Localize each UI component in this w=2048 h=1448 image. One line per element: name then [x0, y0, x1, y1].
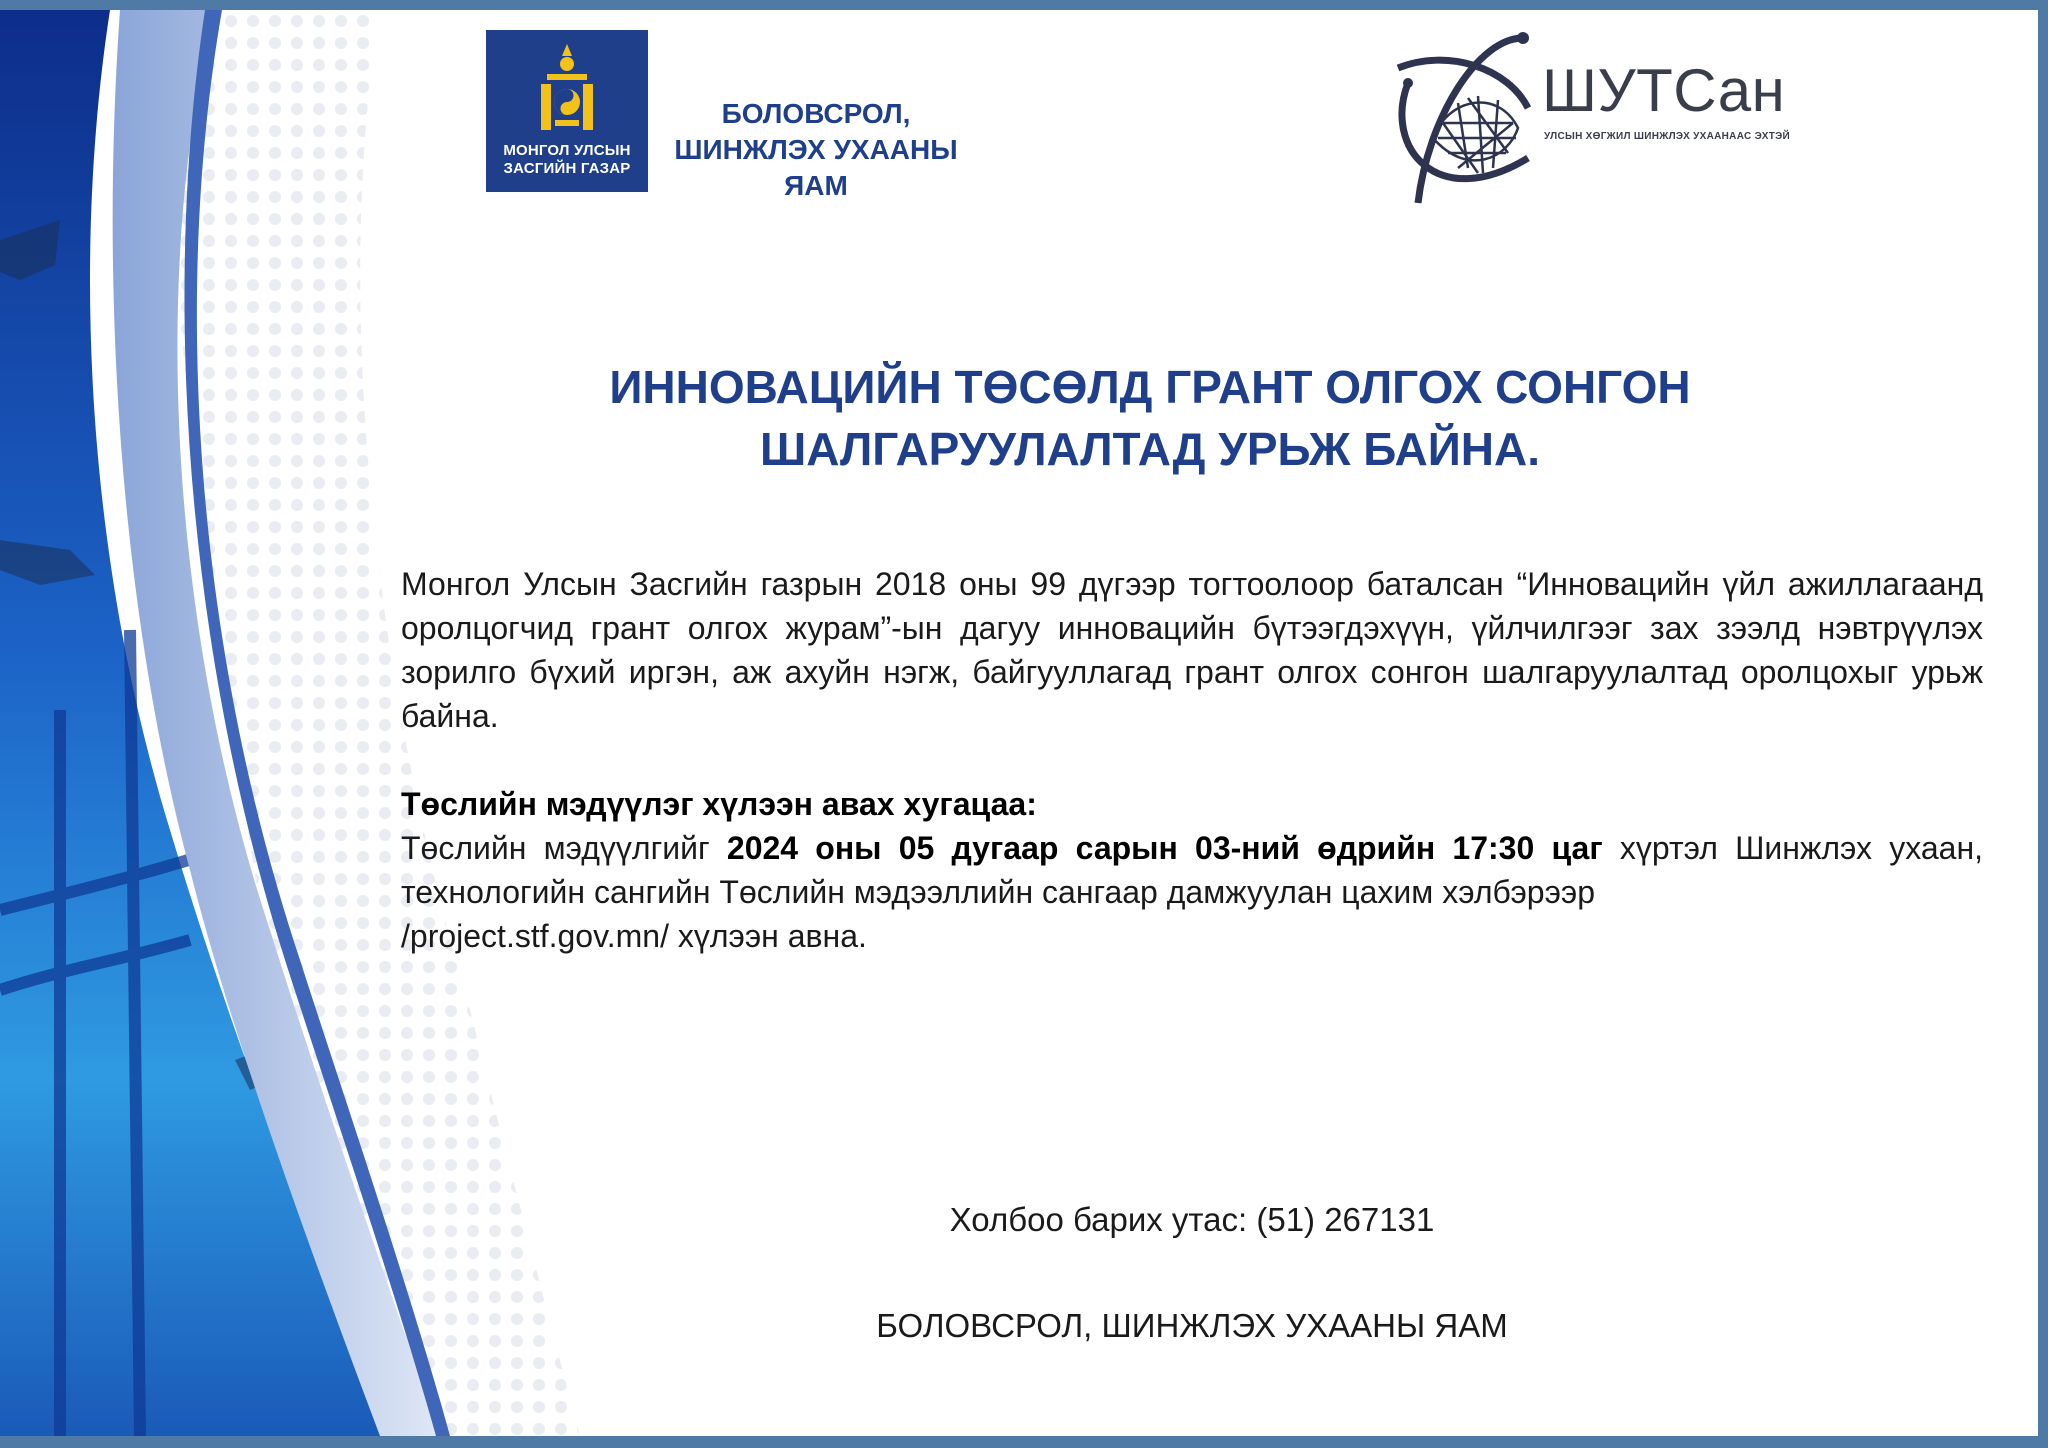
stf-globe-icon — [1388, 28, 1538, 218]
footer-ministry-name: БОЛОВСРОЛ, ШИНЖЛЭХ УХААНЫ ЯАМ — [876, 1307, 1508, 1344]
deadline-date: 2024 оны 05 дугаар сарын 03-ний өдрийн 17:30 цаг — [726, 830, 1603, 866]
government-logo-text: МОНГОЛ УЛСЫН ЗАСГИЙН ГАЗАР — [503, 142, 631, 177]
contact-phone: Холбоо барих утас: (51) 267131 — [949, 1201, 1435, 1238]
deadline-line-1: Төслийн мэдүүлгийг 2024 оны 05 дугаар сарын 03-ний өдрийн 17:30 цаг хүртэл Шинжлэх ухаан, — [401, 830, 1984, 866]
announcement-page — [0, 10, 2038, 1436]
stf-logo-tagline: УЛСЫН ХӨГЖИЛ ШИНЖЛЭХ УХААНААС ЭХТЭЙ — [1544, 131, 1791, 142]
intro-paragraph: Монгол Улсын Засгийн газрын 2018 оны 99 дүгээр тогтоолоор баталсан “Инновацийн үйл ажиллагаанд оролцогчид грант олгох журам”-ын дагуу инновацийн бүтээгдэхүүн, үйлчилгээг зах зээлд нэвтрүүлэх зорилго бүхий иргэн, аж ахуйн нэгж, байгууллагад грант олгох сонгон шалгаруулалтад оролцохыг урьж байна. — [401, 566, 1983, 734]
ministry-name: БОЛОВСРОЛ, ШИНЖЛЭХ УХААНЫ ЯАМ — [674, 98, 958, 201]
announcement-title — [400, 356, 1900, 480]
deadline-line-2: технологийн сангийн Төслийн мэдээллийн сангаар дамжуулан цахим хэлбэрээр — [401, 874, 1596, 910]
deadline-heading: Төслийн мэдүүлэг хүлээн авах хугацаа: — [401, 786, 1037, 822]
deadline-paragraph — [401, 826, 1983, 958]
soyombo-icon — [537, 42, 597, 134]
deadline-line-3: /project.stf.gov.mn/ хүлээн авна. — [401, 918, 867, 954]
government-logo — [486, 30, 648, 192]
title-line-2: ШАЛГАРУУЛАЛТАД УРЬЖ БАЙНА. — [759, 423, 1541, 475]
stf-logo-name: ШУТСан — [1542, 57, 1786, 124]
title-line-1: ИННОВАЦИЙН ТӨСӨЛД ГРАНТ ОЛГОХ СОНГОН — [609, 361, 1691, 413]
